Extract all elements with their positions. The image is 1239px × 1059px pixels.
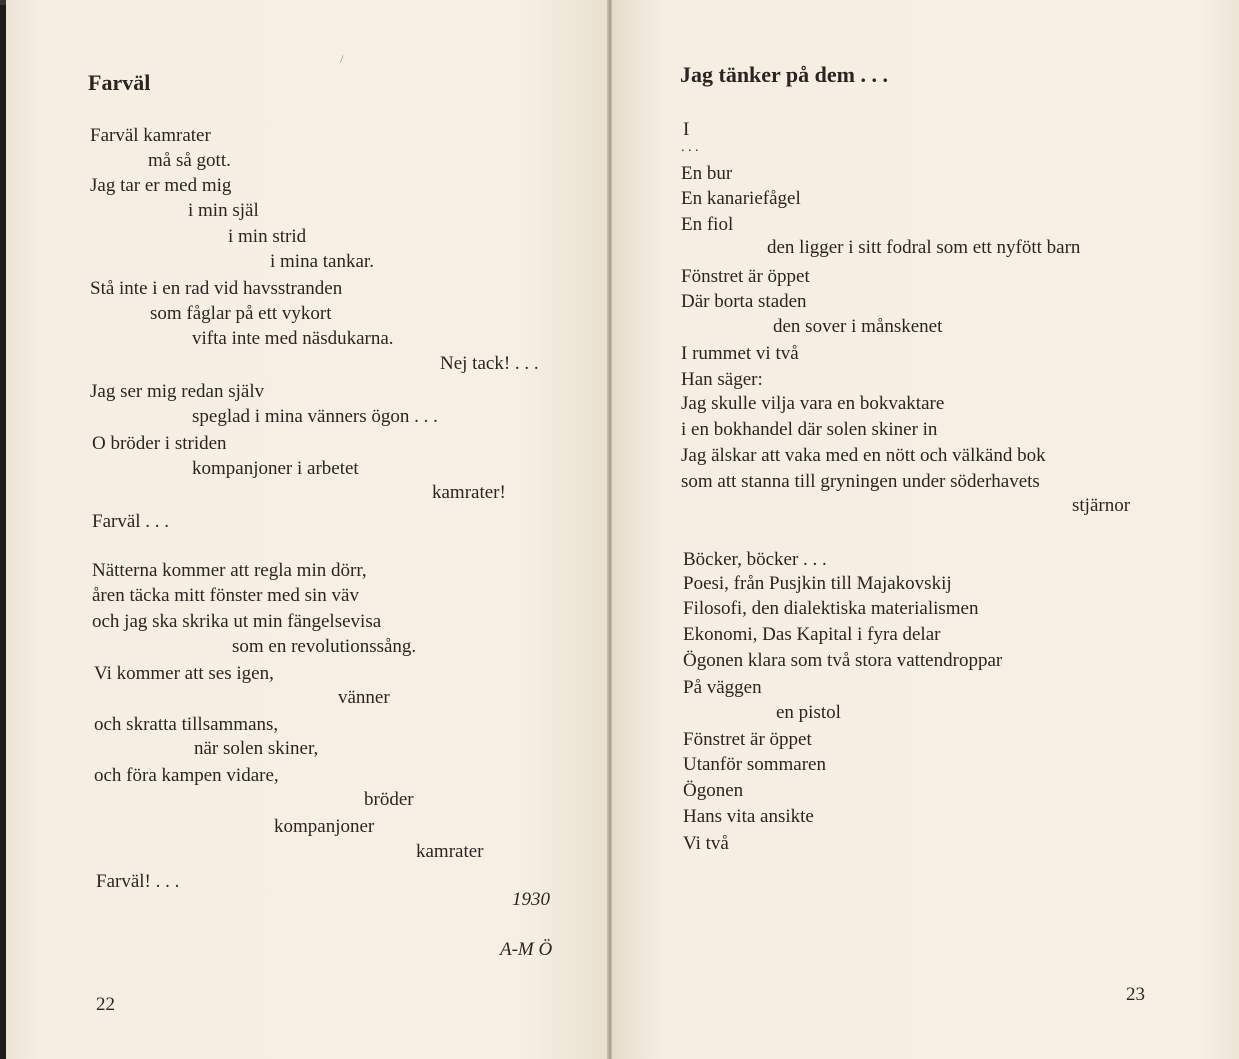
poem-line: vänner	[338, 687, 390, 708]
poem-line: Filosofi, den dialektiska materialismen	[683, 598, 979, 619]
poem-year: 1930	[512, 889, 550, 910]
poem-line: kamrater!	[432, 482, 506, 503]
poem-line: i min själ	[188, 200, 259, 221]
poem-line: må så gott.	[148, 150, 231, 171]
poem-title-jag-tanker: Jag tänker på dem . . .	[680, 62, 888, 87]
poem-line: En bur	[681, 163, 733, 184]
poem-line: Nej tack! . . .	[440, 353, 539, 374]
poem-title-farval: Farväl	[88, 70, 151, 95]
left-page	[6, 0, 610, 1059]
poem-line: och skratta tillsammans,	[94, 714, 279, 735]
poem-line: Farväl kamrater	[90, 125, 211, 146]
poem-line: speglad i mina vänners ögon . . .	[192, 406, 438, 427]
poem-line: O bröder i striden	[92, 433, 227, 454]
poem-line: Ögonen klara som två stora vattendroppar	[683, 650, 1003, 671]
page-number-right: 23	[1126, 984, 1145, 1005]
poem-line: Han säger:	[681, 369, 763, 390]
poem-line: som fåglar på ett vykort	[150, 303, 332, 324]
poem-line: den sover i månskenet	[773, 316, 943, 337]
poem-line: Ögonen	[683, 780, 744, 801]
poem-line: Jag skulle vilja vara en bokvaktare	[681, 393, 945, 414]
poem-line: när solen skiner,	[194, 738, 319, 759]
poem-line: som att stanna till gryningen under söderhavets	[681, 471, 1040, 492]
poem-line: På väggen	[683, 677, 762, 698]
page-number-left: 22	[96, 994, 115, 1015]
poem-line: Vi två	[683, 833, 729, 854]
poem-line: Jag tar er med mig	[90, 175, 232, 196]
section-ellipsis: . . .	[681, 140, 699, 155]
poem-line: En fiol	[681, 214, 734, 235]
poem-line: i min strid	[228, 226, 307, 247]
poem-line: kompanjoner i arbetet	[192, 458, 359, 479]
poem-line: i en bokhandel där solen skiner in	[681, 419, 938, 440]
poem-line: Jag ser mig redan själv	[90, 381, 265, 402]
poem-line: Hans vita ansikte	[683, 806, 814, 827]
poem-line: kamrater	[416, 841, 484, 862]
poem-line: åren täcka mitt fönster med sin väv	[92, 585, 359, 606]
poem-line: i mina tankar.	[270, 251, 374, 272]
poem-line: den ligger i sitt fodral som ett nyfött barn	[767, 237, 1081, 258]
poem-line: som en revolutionssång.	[232, 636, 417, 657]
poem-line: Poesi, från Pusjkin till Majakovskij	[683, 573, 952, 594]
poem-line: Utanför sommaren	[683, 754, 826, 775]
poem-line: Jag älskar att vaka med en nött och välkänd bok	[681, 445, 1046, 466]
poem-line: och föra kampen vidare,	[94, 765, 279, 786]
poem-line: En kanariefågel	[681, 188, 801, 209]
author-signature: A-M Ö	[500, 939, 553, 960]
stray-mark: /	[340, 52, 344, 66]
poem-line: en pistol	[776, 702, 841, 723]
poem-line: Ekonomi, Das Kapital i fyra delar	[683, 624, 941, 645]
poem-line: Fönstret är öppet	[683, 729, 812, 750]
poem-line: Stå inte i en rad vid havsstranden	[90, 278, 343, 299]
poem-line: stjärnor	[1072, 495, 1131, 516]
poem-line: vifta inte med näsdukarna.	[192, 328, 394, 349]
poem-line: Farväl . . .	[92, 511, 170, 532]
poem-line: och jag ska skrika ut min fängelsevisa	[92, 611, 382, 632]
right-page	[612, 0, 1239, 1059]
poem-line: Fönstret är öppet	[681, 266, 810, 287]
section-numeral: I	[683, 119, 690, 140]
poem-line: Nätterna kommer att regla min dörr,	[92, 560, 367, 581]
poem-line: Vi kommer att ses igen,	[94, 663, 274, 684]
poem-line: Farväl! . . .	[96, 871, 180, 892]
poem-line: kompanjoner	[274, 816, 375, 837]
poem-line: bröder	[364, 789, 414, 810]
poem-line: I rummet vi två	[681, 343, 799, 364]
poem-line: Där borta staden	[681, 291, 807, 312]
poem-line: Böcker, böcker . . .	[683, 549, 827, 570]
